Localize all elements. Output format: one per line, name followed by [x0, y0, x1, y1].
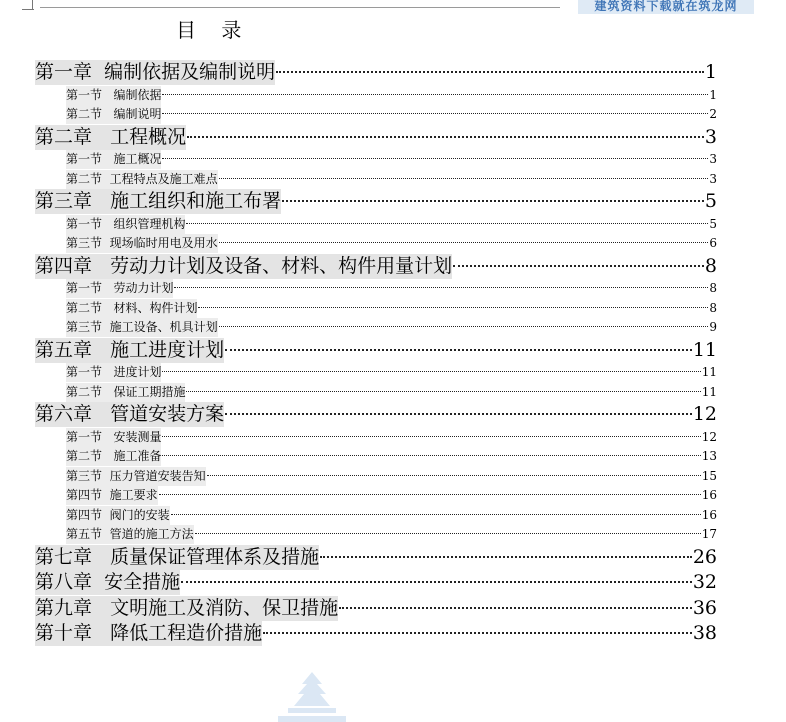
toc-chapter-entry[interactable]	[35, 621, 717, 647]
toc-dot-leader	[162, 435, 700, 437]
toc-chapter-entry[interactable]	[35, 338, 717, 364]
toc-dot-leader	[219, 325, 709, 327]
toc-dot-leader	[225, 412, 692, 415]
toc-page-number: 11	[701, 365, 717, 379]
toc-entry-label: 第五节 管道的施工方法	[66, 525, 194, 544]
toc-dot-leader	[339, 606, 692, 609]
toc-section-entry[interactable]	[35, 383, 717, 403]
toc-chapter-entry[interactable]	[35, 402, 717, 428]
toc-page-number: 17	[701, 527, 717, 541]
toc-page-number: 13	[701, 449, 717, 463]
toc-page-number: 3	[709, 171, 717, 186]
toc-entry-label: 第二节 保证工期措施	[66, 383, 185, 402]
toc-chapter-entry[interactable]	[35, 189, 717, 215]
toc-dot-leader	[263, 631, 692, 634]
toc-page-number: 15	[701, 468, 717, 483]
toc-dot-leader	[162, 93, 708, 95]
toc-entry-label: 第三节 现场临时用电及用水	[66, 234, 218, 253]
toc-dot-leader	[181, 580, 692, 583]
toc-page-number: 8	[709, 281, 717, 295]
toc-chapter-entry[interactable]	[35, 125, 717, 151]
toc-chapter-entry[interactable]	[35, 545, 717, 571]
toc-dot-leader	[159, 493, 701, 495]
toc-page-number: 6	[709, 236, 717, 250]
toc-dot-leader	[195, 532, 701, 534]
toc-section-entry[interactable]	[35, 428, 717, 448]
toc-dot-leader	[320, 555, 692, 558]
toc-page-number: 12	[692, 403, 717, 425]
toc-entry-label: 第一节 劳动力计划	[66, 279, 173, 298]
toc-chapter-entry[interactable]	[35, 254, 717, 280]
toc-entry-label: 第一节 安装测量	[66, 428, 161, 447]
toc-section-entry[interactable]	[35, 105, 717, 125]
table-of-contents	[35, 60, 717, 647]
toc-section-entry[interactable]	[35, 150, 717, 170]
toc-entry-label: 第五章 施工进度计划	[35, 338, 225, 361]
toc-section-entry[interactable]	[35, 486, 717, 506]
toc-chapter-entry[interactable]	[35, 596, 717, 622]
toc-dot-leader	[174, 286, 708, 288]
toc-page-number: 38	[692, 622, 717, 644]
toc-page-number: 26	[692, 545, 717, 568]
toc-dot-leader	[187, 135, 704, 138]
toc-dot-leader	[186, 222, 708, 224]
corner-mark-horizontal	[22, 9, 34, 10]
toc-section-entry[interactable]	[35, 86, 717, 106]
toc-entry-label: 第四节 施工要求	[66, 486, 158, 505]
toc-entry-label: 第四章 劳动力计划及设备、材料、构件用量计划	[35, 254, 453, 277]
toc-section-entry[interactable]	[35, 525, 717, 545]
toc-page-number: 8	[704, 254, 717, 277]
header-rule	[40, 7, 560, 8]
toc-section-entry[interactable]	[35, 234, 717, 254]
toc-section-entry[interactable]	[35, 467, 717, 487]
toc-dot-leader	[282, 199, 704, 202]
toc-entry-label: 第三章 施工组织和施工布署	[35, 190, 282, 212]
toc-entry-label: 第一节 编制依据	[66, 86, 161, 105]
toc-chapter-entry[interactable]	[35, 60, 717, 86]
watermark-banner: 建筑资料下载就在筑龙网	[578, 0, 754, 14]
toc-entry-label: 第一节 施工概况	[66, 150, 161, 169]
toc-page-number: 3	[709, 152, 717, 166]
toc-entry-label: 第三节 施工设备、机具计划	[66, 318, 218, 337]
toc-entry-label: 第一节 组织管理机构	[66, 215, 185, 234]
toc-dot-leader	[453, 264, 704, 267]
toc-dot-leader	[207, 474, 701, 476]
toc-dot-leader	[186, 390, 700, 392]
toc-page-number: 11	[701, 384, 717, 399]
toc-page-number: 9	[709, 320, 717, 334]
toc-entry-label: 第一章 编制依据及编制说明	[35, 61, 276, 83]
toc-entry-label: 第二章 工程概况	[35, 125, 187, 148]
toc-entry-label: 第八章 安全措施	[35, 571, 181, 593]
toc-entry-label: 第七章 质量保证管理体系及措施	[35, 545, 320, 568]
toc-dot-leader	[162, 157, 708, 159]
toc-section-entry[interactable]	[35, 363, 717, 383]
toc-page-number: 8	[709, 300, 717, 315]
toc-page-number: 5	[704, 190, 717, 212]
toc-entry-label: 第二节 编制说明	[66, 105, 161, 124]
toc-page-number: 16	[701, 488, 717, 502]
toc-page-number: 36	[692, 596, 717, 619]
toc-section-entry[interactable]	[35, 447, 717, 467]
toc-entry-label: 第十章 降低工程造价措施	[35, 622, 263, 644]
toc-entry-label: 第二节 材料、构件计划	[66, 299, 197, 318]
toc-section-entry[interactable]	[35, 170, 717, 190]
toc-entry-label: 第二节 工程特点及施工难点	[66, 170, 218, 189]
toc-entry-label: 第六章 管道安装方案	[35, 403, 225, 425]
toc-entry-label: 第四节 阀门的安装	[66, 506, 170, 525]
toc-page-number: 2	[709, 107, 717, 121]
toc-page-number: 1	[709, 87, 717, 102]
toc-dot-leader	[225, 348, 692, 351]
toc-entry-label: 第一节 进度计划	[66, 363, 161, 382]
toc-page-number: 3	[704, 125, 717, 148]
toc-page-number: 32	[692, 571, 717, 593]
toc-dot-leader	[219, 241, 709, 243]
toc-dot-leader	[162, 454, 700, 456]
toc-dot-leader	[219, 177, 709, 179]
toc-page-number: 1	[704, 61, 717, 83]
toc-page-number: 16	[701, 507, 717, 522]
toc-section-entry[interactable]	[35, 299, 717, 319]
toc-dot-leader	[162, 112, 708, 114]
toc-dot-leader	[162, 370, 700, 372]
toc-page-number: 5	[709, 216, 717, 231]
toc-chapter-entry[interactable]	[35, 570, 717, 596]
toc-section-entry[interactable]	[35, 215, 717, 235]
toc-page-number: 11	[692, 338, 717, 361]
toc-section-entry[interactable]	[35, 506, 717, 526]
toc-section-entry[interactable]	[35, 279, 717, 299]
toc-page-number: 12	[701, 429, 717, 444]
watermark-logo-icon	[264, 670, 360, 722]
toc-entry-label: 第二节 施工准备	[66, 447, 161, 466]
page-title: 目 录	[176, 18, 242, 42]
toc-dot-leader	[198, 306, 708, 308]
toc-dot-leader	[276, 70, 704, 73]
toc-section-entry[interactable]	[35, 318, 717, 338]
toc-dot-leader	[171, 513, 701, 515]
toc-entry-label: 第九章 文明施工及消防、保卫措施	[35, 596, 339, 619]
toc-entry-label: 第三节 压力管道安装告知	[66, 467, 206, 486]
